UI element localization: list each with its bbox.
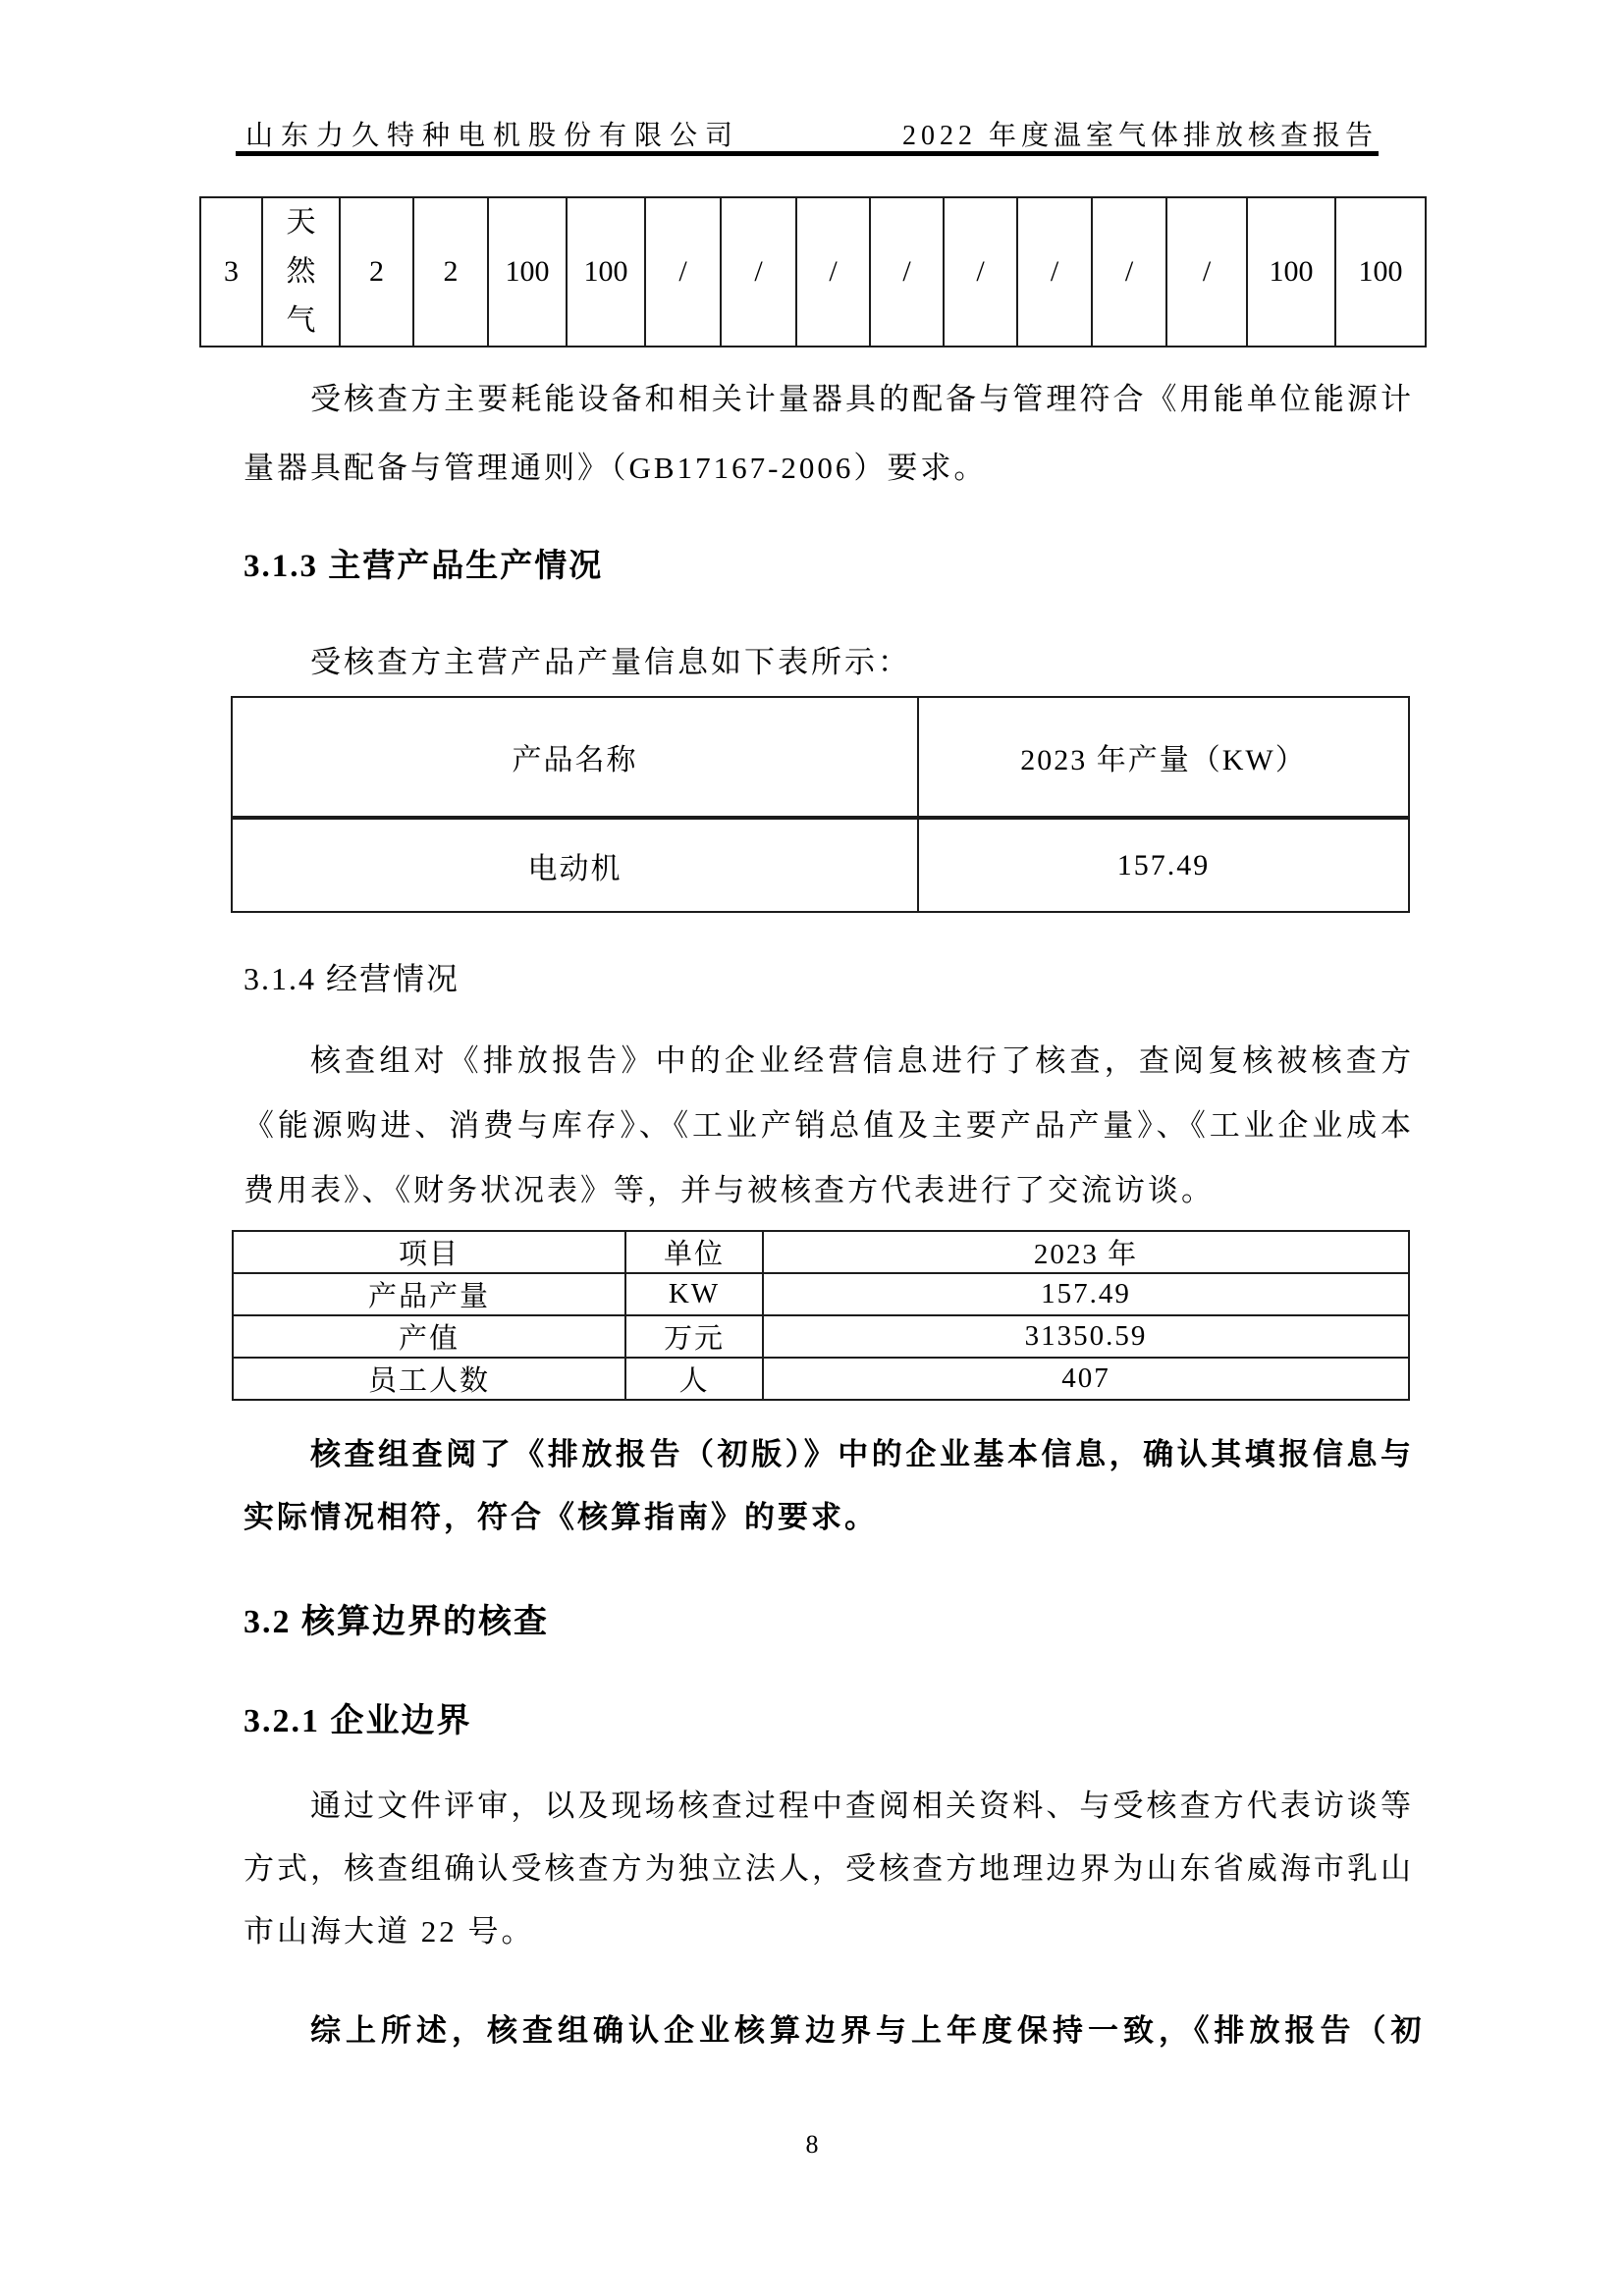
paragraph-basic-info-confirm: 核查组查阅了《排放报告（初版）》中的企业基本信息，确认其填报信息与实际情况相符，符合《核算指南》的要求。 — [244, 1437, 1414, 1534]
table-header-item: 项目 — [233, 1231, 625, 1273]
table-header-product-name: 产品名称 — [232, 697, 918, 818]
header-report-title: 2022 年度温室气体排放核查报告 — [901, 121, 1378, 151]
paragraph-production-intro: 受核查方主营产品产量信息如下表所示： — [310, 645, 911, 679]
table-row-output-value — [233, 1315, 1409, 1358]
table-cell: / — [944, 197, 1017, 347]
table-cell: 2 — [413, 197, 488, 347]
heading-3-1-4: 3.1.4 经营情况 — [244, 961, 460, 996]
table-cell: / — [1092, 197, 1166, 347]
table-cell: 100 — [1247, 197, 1335, 347]
table-cell: / — [721, 197, 796, 347]
table-cell: 员工人数 — [233, 1358, 625, 1400]
table-cell: / — [645, 197, 721, 347]
table-header-output-2023: 2023 年产量（KW） — [918, 697, 1409, 818]
table-header-row — [233, 1231, 1409, 1273]
operation-info-table — [232, 1230, 1410, 1401]
table-row-employee-count — [233, 1358, 1409, 1400]
table-row — [200, 197, 1426, 347]
table-cell: 2 — [340, 197, 413, 347]
table-cell-product-name: 电动机 — [232, 818, 918, 912]
energy-meter-table — [199, 196, 1427, 347]
table-cell-fuel-name: 天然气 — [262, 197, 340, 347]
header-company-name: 山东力久特种电机股份有限公司 — [245, 121, 741, 151]
table-cell: 407 — [763, 1358, 1409, 1400]
page-number: 8 — [805, 2130, 819, 2159]
paragraph-boundary-review: 通过文件评审，以及现场核查过程中查阅相关资料、与受核查方代表访谈等方式，核查组确认受核查方为独立法人，受核查方地理边界为山东省威海市乳山市山海大道 22 号。 — [244, 1789, 1414, 1949]
table-header-unit: 单位 — [625, 1231, 763, 1273]
table-row — [232, 818, 1409, 912]
table-header-year-2023: 2023 年 — [763, 1231, 1409, 1273]
table-cell: 100 — [488, 197, 567, 347]
heading-3-2: 3.2 核算边界的核查 — [244, 1604, 549, 1640]
table-cell: 人 — [625, 1358, 763, 1400]
table-header-row — [232, 697, 1409, 818]
table-cell: 万元 — [625, 1315, 763, 1358]
table-cell: 100 — [1335, 197, 1426, 347]
product-output-table — [231, 696, 1410, 913]
table-cell: 3 — [200, 197, 262, 347]
table-cell: / — [1017, 197, 1092, 347]
table-cell: 157.49 — [763, 1273, 1409, 1315]
table-cell: 100 — [567, 197, 645, 347]
paragraph-conclusion-partial: 综上所述，核查组确认企业核算边界与上年度保持一致，《排放报告（初 — [310, 2013, 1427, 2048]
table-cell: / — [796, 197, 870, 347]
table-cell: / — [870, 197, 944, 347]
table-cell: KW — [625, 1273, 763, 1315]
table-cell-output-value: 157.49 — [918, 818, 1409, 912]
header-rule-divider — [236, 151, 1379, 156]
table-cell: / — [1166, 197, 1247, 347]
table-row-product-output — [233, 1273, 1409, 1315]
paragraph-operation-review: 核查组对《排放报告》中的企业经营信息进行了核查，查阅复核被核查方《能源购进、消费与库存》、《工业产销总值及主要产品产量》、《工业企业成本费用表》、《财务状况表》等，并与被核查方代表进行了交流访谈。 — [244, 1043, 1414, 1207]
heading-3-2-1: 3.2.1 企业边界 — [244, 1703, 472, 1739]
table-cell: 31350.59 — [763, 1315, 1409, 1358]
table-cell: 产值 — [233, 1315, 625, 1358]
heading-3-1-3: 3.1.3 主营产品生产情况 — [244, 549, 604, 584]
table-cell: 产品产量 — [233, 1273, 625, 1315]
paragraph-metering-compliance: 受核查方主要耗能设备和相关计量器具的配备与管理符合《用能单位能源计量器具配备与管理通则》（GB17167-2006）要求。 — [244, 382, 1414, 485]
